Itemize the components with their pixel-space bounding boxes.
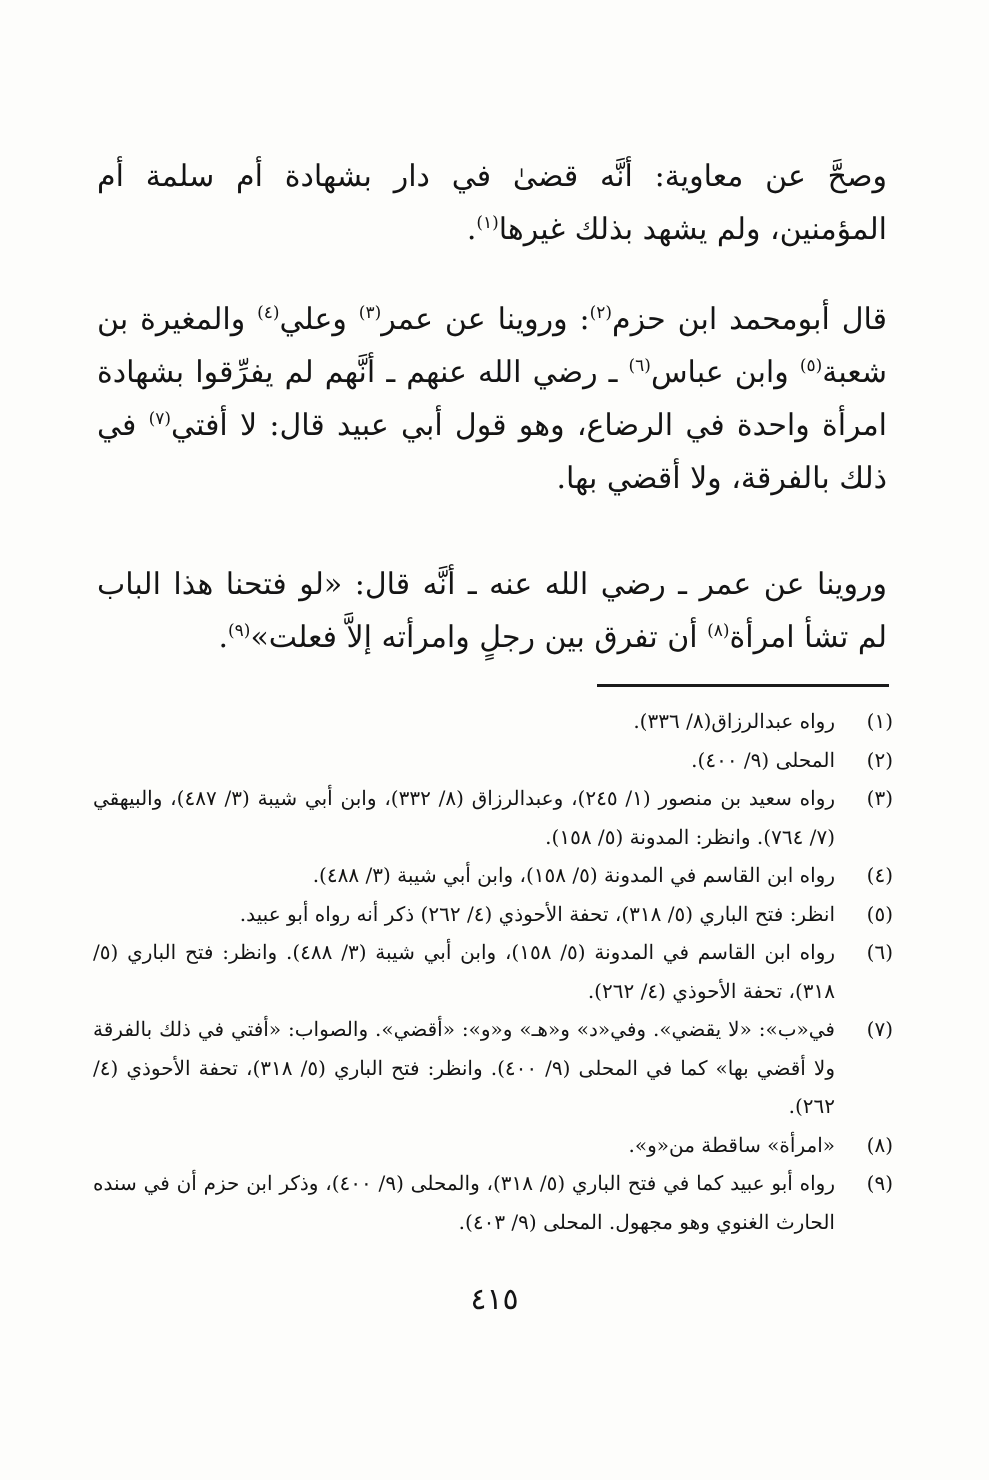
paragraph-text: وصحَّ عن معاوية: أنَّه قضىٰ في دار بشهادة أم سلمة أم المؤمنين، ولم يشهد بذلك غيرها	[97, 159, 887, 247]
footnote-item	[93, 1164, 893, 1241]
paragraph-text: : وروينا عن عمر	[381, 302, 590, 337]
paragraph-text: وابن عباس	[650, 355, 800, 390]
footnote-item	[93, 779, 893, 856]
footnote-number: (٦)	[866, 940, 893, 964]
footnote-item	[93, 933, 893, 1010]
footnote-marker: (٣)	[358, 303, 382, 323]
footnote-text: رواه أبو عبيد كما في فتح الباري (٥/ ٣١٨)، والمحلى (٩/ ٤٠٠)، وذكر ابن حزم أن في سنده الحارث الغنوي وهو مجهول. المحلى (٩/ ٤٠٣).	[93, 1171, 836, 1234]
footnote-marker: (٥)	[799, 356, 823, 376]
footnotes-list	[93, 702, 893, 1241]
paragraph-text: وعلي	[279, 302, 359, 337]
paragraph-text: ـ رضي الله عنهم ـ أنَّهم لم يفرِّقوا بشهادة امرأة واحدة في الرضاع، وهو قول أبي عبيد قال: لا أفتي	[97, 355, 887, 443]
footnote-text: «امرأة» ساقطة من«و».	[628, 1132, 835, 1157]
footnote-marker: (٧)	[148, 409, 172, 429]
footnote-text: رواه ابن القاسم في المدونة (٥/ ١٥٨)، وابن أبي شيبة (٣/ ٤٨٨). وانظر: فتح الباري (٥/ ٣١٨)، تحفة الأحوذي (٤/ ٢٦٢).	[93, 940, 836, 1003]
footnote-separator-rule	[597, 684, 889, 687]
paragraph-text: .	[466, 212, 477, 247]
footnote-marker: (٨)	[707, 621, 730, 641]
footnote-number: (٩)	[866, 1171, 893, 1195]
body-paragraph-1	[97, 150, 887, 256]
footnote-number: (٢)	[866, 747, 893, 772]
footnote-number: (١)	[866, 709, 893, 733]
page-number: ٤١٥	[470, 1282, 519, 1317]
body-paragraph-2	[97, 293, 887, 505]
footnote-text: رواه ابن القاسم في المدونة (٥/ ١٥٨)، وابن أبي شيبة (٣/ ٤٨٨).	[312, 863, 835, 887]
footnote-item	[93, 895, 893, 934]
footnote-marker: (٤)	[257, 303, 280, 323]
footnote-marker: (٢)	[589, 303, 613, 323]
footnote-text: انظر: فتح الباري (٥/ ٣١٨)، تحفة الأحوذي (٤/ ٢٦٢) ذكر أنه رواه أبو عبيد.	[239, 901, 835, 926]
footnote-item	[93, 741, 893, 780]
footnote-number: (٧)	[866, 1017, 893, 1041]
footnote-marker: (٦)	[628, 356, 651, 376]
body-paragraph-3	[97, 558, 887, 664]
footnote-number: (٨)	[866, 1132, 893, 1157]
paragraph-text: وروينا عن عمر ـ رضي الله عنه ـ أنَّه قال: «لو فتحنا هذا الباب لم تشأ امرأة	[97, 567, 887, 655]
footnote-item	[93, 1126, 893, 1165]
footnote-item	[93, 702, 893, 741]
footnote-marker: (٩)	[228, 621, 251, 641]
paragraph-text: والمغيرة بن شعبة	[97, 302, 887, 390]
footnote-text: رواه سعيد بن منصور (١/ ٢٤٥)، وعبدالرزاق (٨/ ٣٣٢)، وابن أبي شيبة (٣/ ٤٨٧)، والبيهقي (٧/ ٧٦٤). وانظر: المدونة (٥/ ١٥٨).	[93, 786, 836, 849]
footnote-number: (٤)	[866, 863, 893, 887]
footnote-text: المحلى (٩/ ٤٠٠).	[691, 747, 835, 772]
footnote-marker: (١)	[476, 213, 499, 233]
paragraph-text: في ذلك بالفرقة، ولا أقضي بها.	[97, 408, 887, 496]
footnote-text: رواه عبدالرزاق(٨/ ٣٣٦).	[633, 709, 835, 733]
footnote-text: في«ب»: «لا يقضي». وفي«د» و«هـ» و«و»: «أقضي». والصواب: «أفتي في ذلك بالفرقة ولا أقضي بها» كما في المحلى (٩/ ٤٠٠). وانظر: فتح الباري (٥/ ٣١٨)، تحفة الأحوذي (٤/ ٢٦٢).	[93, 1017, 835, 1118]
footnote-number: (٣)	[866, 786, 893, 810]
paragraph-text: أن تفرق بين رجلٍ وامرأته إلاَّ فعلت»	[250, 620, 708, 655]
footnote-item	[93, 856, 893, 895]
footnote-item	[93, 1010, 893, 1126]
footnote-number: (٥)	[866, 901, 893, 926]
paragraph-text: .	[218, 620, 229, 655]
paragraph-text: قال أبومحمد ابن حزم	[612, 302, 887, 337]
